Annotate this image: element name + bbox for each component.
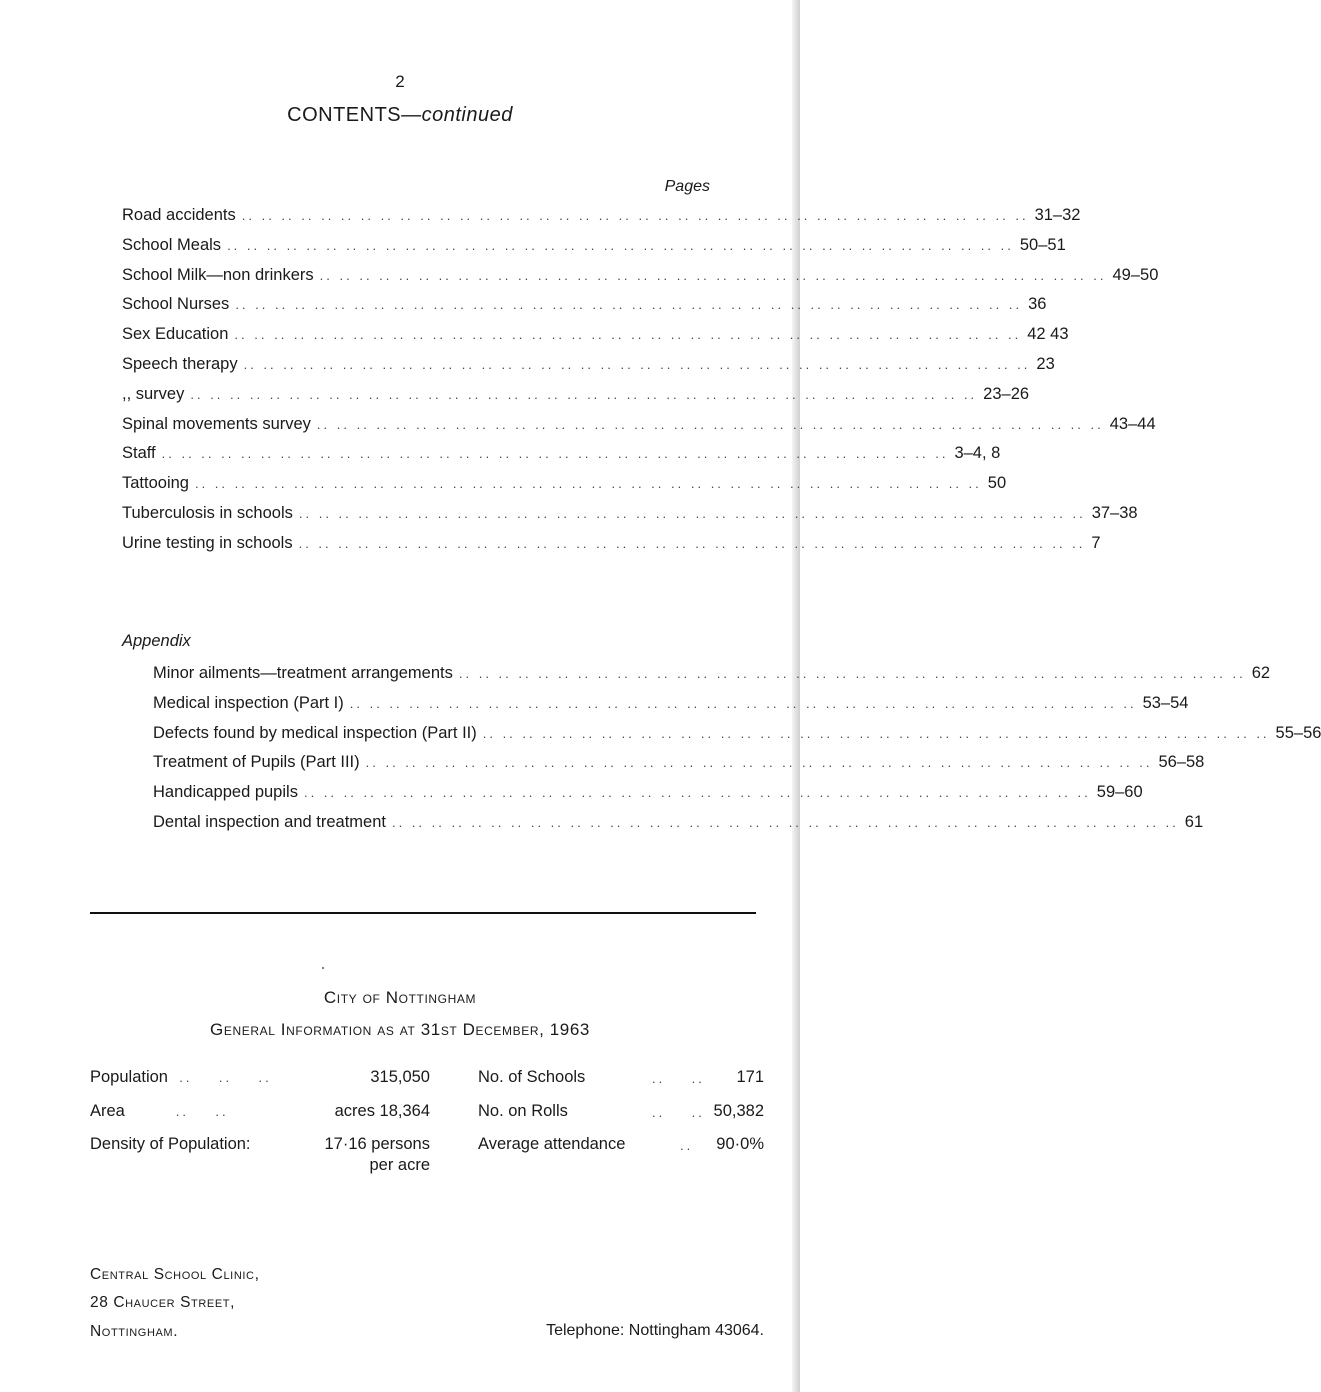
leader-dots: .. .. xyxy=(652,1071,705,1086)
entry-pages: 7 xyxy=(1091,533,1101,552)
entry-pages: 42 43 xyxy=(1027,325,1069,344)
entry-pages: 49–50 xyxy=(1112,265,1159,284)
leader-dots: .. .. .. .. .. .. .. .. .. .. .. .. .. .. .. .. .. .. .. .. .. .. .. .. .. .. .. .. .. .. .. .. .. .. .. .. .. .. .. .. xyxy=(298,506,1086,521)
contents-entry xyxy=(122,533,1101,558)
contents-title-main: CONTENTS xyxy=(287,104,402,126)
contents-title-suffix: —continued xyxy=(401,104,513,126)
contents-entry xyxy=(122,355,1055,379)
population-label: Population xyxy=(90,1068,168,1086)
general-information-heading: General Information as at 31st December, 1963 xyxy=(210,1020,590,1039)
contents-entry xyxy=(153,664,1271,688)
leader-dots: .. .. .. .. .. .. .. .. .. .. .. .. .. .. .. .. .. .. .. .. .. .. .. .. .. .. .. .. .. .. .. .. .. .. .. .. .. .. .. .. xyxy=(243,357,1031,372)
city-title: City of Nottingham xyxy=(323,988,477,1007)
contents-entry xyxy=(122,206,1081,230)
leader-dots: .. .. .. .. .. .. .. .. .. .. .. .. .. .. .. .. .. .. .. .. .. .. .. .. .. .. .. .. .. .. .. .. .. .. .. .. .. .. .. .. xyxy=(227,237,1014,253)
leader-dots: .. .. xyxy=(652,1105,705,1120)
entry-label: Tattooing xyxy=(122,474,189,493)
contents-entry xyxy=(122,414,1156,439)
entry-label: Dental inspection and treatment xyxy=(153,813,386,831)
entry-label: Spinal movements survey xyxy=(122,414,311,433)
leader-dots: .. .. .. .. .. .. .. .. .. .. .. .. .. .. .. .. .. .. .. .. .. .. .. .. .. .. .. .. .. .. .. .. .. .. .. .. .. .. .. .. xyxy=(482,725,1270,741)
entry-label: Sex Education xyxy=(122,325,229,344)
entry-label: Minor ailments—treatment arrangements xyxy=(153,664,453,682)
entry-pages: 23 xyxy=(1036,355,1055,373)
entry-pages: 53–54 xyxy=(1142,693,1189,712)
leader-dots: .. .. .. .. .. .. .. .. .. .. .. .. .. .. .. .. .. .. .. .. .. .. .. .. .. .. .. .. .. .. .. .. .. .. .. .. .. .. .. .. xyxy=(458,666,1246,681)
entry-pages: 61 xyxy=(1184,813,1204,831)
print-speck xyxy=(322,967,324,969)
entry-pages: 59–60 xyxy=(1096,783,1143,802)
leader-dots: .. .. .. .. .. .. .. .. .. .. .. .. .. .. .. .. .. .. .. .. .. .. .. .. .. .. .. .. .. .. .. .. .. .. .. .. .. .. .. .. xyxy=(319,267,1107,283)
population-row xyxy=(90,1068,272,1087)
contents-entry xyxy=(122,325,1069,349)
entry-pages: 50–51 xyxy=(1019,235,1066,254)
leader-dots: .. .. .. .. .. .. .. .. .. .. .. .. .. .. .. .. .. .. .. .. .. .. .. .. .. .. .. .. .. .. .. .. .. .. .. .. .. .. .. .. xyxy=(190,386,978,402)
entry-label: Defects found by medical inspection (Part II) xyxy=(153,723,477,742)
contents-entry xyxy=(122,295,1047,319)
density-value: 17·16 persons xyxy=(324,1135,430,1153)
leader-dots: .. .. xyxy=(129,1104,229,1119)
section-divider xyxy=(90,912,756,914)
entry-pages: 37–38 xyxy=(1091,504,1138,522)
contents-entry xyxy=(122,265,1159,290)
entry-pages: 3–4, 8 xyxy=(954,444,1001,463)
contents-entry xyxy=(122,235,1066,260)
entry-label: School Meals xyxy=(122,235,222,254)
page-number: 2 xyxy=(395,72,405,91)
entry-label: Urine testing in schools xyxy=(122,533,293,552)
entry-pages: 43–44 xyxy=(1109,414,1156,433)
leader-dots: .. .. .. .. .. .. .. .. .. .. .. .. .. .. .. .. .. .. .. .. .. .. .. .. .. .. .. .. .. .. .. .. .. .. .. .. .. .. .. .. xyxy=(234,327,1022,343)
entry-pages: 31–32 xyxy=(1034,206,1081,224)
entry-pages: 62 xyxy=(1251,664,1271,682)
rolls-label: No. on Rolls xyxy=(478,1102,568,1120)
area-label: Area xyxy=(90,1102,125,1120)
leader-dots: .. .. .. .. .. .. .. .. .. .. .. .. .. .. .. .. .. .. .. .. .. .. .. .. .. .. .. .. .. .. .. .. .. .. .. .. .. .. .. .. xyxy=(241,208,1029,223)
entry-label: Treatment of Pupils (Part III) xyxy=(153,753,360,772)
pages-column-header: Pages xyxy=(664,178,710,195)
leader-dots: .. .. .. .. .. .. .. .. .. .. .. .. .. .. .. .. .. .. .. .. .. .. .. .. .. .. .. .. .. .. .. .. .. .. .. .. .. .. .. .. xyxy=(298,535,1086,551)
leader-dots: .. .. .. .. .. .. .. .. .. .. .. .. .. .. .. .. .. .. .. .. .. .. .. .. .. .. .. .. .. .. .. .. .. .. .. .. .. .. .. .. xyxy=(235,297,1023,313)
leader-dots: .. .. .. .. .. .. .. .. .. .. .. .. .. .. .. .. .. .. .. .. .. .. .. .. .. .. .. .. .. .. .. .. .. .. .. .. .. .. .. .. xyxy=(365,755,1153,771)
leader-dots: .. .. .. .. .. .. .. .. .. .. .. .. .. .. .. .. .. .. .. .. .. .. .. .. .. .. .. .. .. .. .. .. .. .. .. .. .. .. .. .. xyxy=(161,446,949,462)
density-value-unit: per acre xyxy=(369,1156,430,1174)
entry-label: ,, survey xyxy=(122,384,185,403)
area-row xyxy=(90,1102,229,1121)
contents-entry xyxy=(122,444,1001,468)
leader-dots: .. .. .. xyxy=(172,1070,272,1085)
entry-label: Staff xyxy=(122,444,156,463)
entry-pages: 55–56 xyxy=(1275,723,1321,742)
entry-pages: 50 xyxy=(987,474,1007,493)
entry-pages: 23–26 xyxy=(983,384,1030,403)
leader-dots: .. .. .. .. .. .. .. .. .. .. .. .. .. .. .. .. .. .. .. .. .. .. .. .. .. .. .. .. .. .. .. .. .. .. .. .. .. .. .. .. xyxy=(391,815,1179,830)
entry-label: School Nurses xyxy=(122,295,230,314)
entry-label: Handicapped pupils xyxy=(153,783,298,802)
entry-label: Tuberculosis in schools xyxy=(122,504,293,522)
area-value: acres 18,364 xyxy=(334,1102,430,1120)
contents-entry xyxy=(122,504,1138,528)
leader-dots: .. .. .. .. .. .. .. .. .. .. .. .. .. .. .. .. .. .. .. .. .. .. .. .. .. .. .. .. .. .. .. .. .. .. .. .. .. .. .. .. xyxy=(316,416,1104,432)
address-line-3: Nottingham. xyxy=(90,1323,179,1340)
entry-pages: 36 xyxy=(1028,295,1047,314)
entry-label: Speech therapy xyxy=(122,355,238,373)
schools-label: No. of Schools xyxy=(478,1068,586,1086)
address-line-1: Central School Clinic, xyxy=(90,1266,260,1283)
entry-label: Road accidents xyxy=(122,206,236,224)
entry-pages: 56–58 xyxy=(1158,753,1205,772)
contents-entry xyxy=(153,723,1321,748)
leader-dots: .. .. .. .. .. .. .. .. .. .. .. .. .. .. .. .. .. .. .. .. .. .. .. .. .. .. .. .. .. .. .. .. .. .. .. .. .. .. .. .. xyxy=(194,476,982,492)
attendance-value: 90·0% xyxy=(716,1135,764,1153)
contents-entry xyxy=(153,813,1204,837)
entry-label: Medical inspection (Part I) xyxy=(153,693,344,712)
contents-entry xyxy=(153,783,1143,807)
attendance-label: Average attendance xyxy=(478,1135,626,1153)
appendix-heading: Appendix xyxy=(122,632,191,650)
population-value: 315,050 xyxy=(370,1068,430,1086)
entry-label: School Milk—non drinkers xyxy=(122,265,314,284)
contents-entry xyxy=(153,753,1205,777)
contents-title xyxy=(0,104,800,127)
telephone: Telephone: Nottingham 43064. xyxy=(546,1322,764,1339)
contents-entry xyxy=(122,474,1007,498)
schools-value: 171 xyxy=(736,1068,764,1086)
leader-dots: .. .. .. .. .. .. .. .. .. .. .. .. .. .. .. .. .. .. .. .. .. .. .. .. .. .. .. .. .. .. .. .. .. .. .. .. .. .. .. .. xyxy=(303,785,1091,801)
address-line-2: 28 Chaucer Street, xyxy=(90,1294,235,1311)
rolls-value: 50,382 xyxy=(713,1102,764,1120)
contents-entry xyxy=(122,384,1030,409)
density-label: Density of Population: xyxy=(90,1135,251,1153)
contents-entry xyxy=(153,693,1189,718)
leader-dots: .. .. .. .. .. .. .. .. .. .. .. .. .. .. .. .. .. .. .. .. .. .. .. .. .. .. .. .. .. .. .. .. .. .. .. .. .. .. .. .. xyxy=(349,695,1137,711)
leader-dots: .. xyxy=(680,1138,694,1153)
